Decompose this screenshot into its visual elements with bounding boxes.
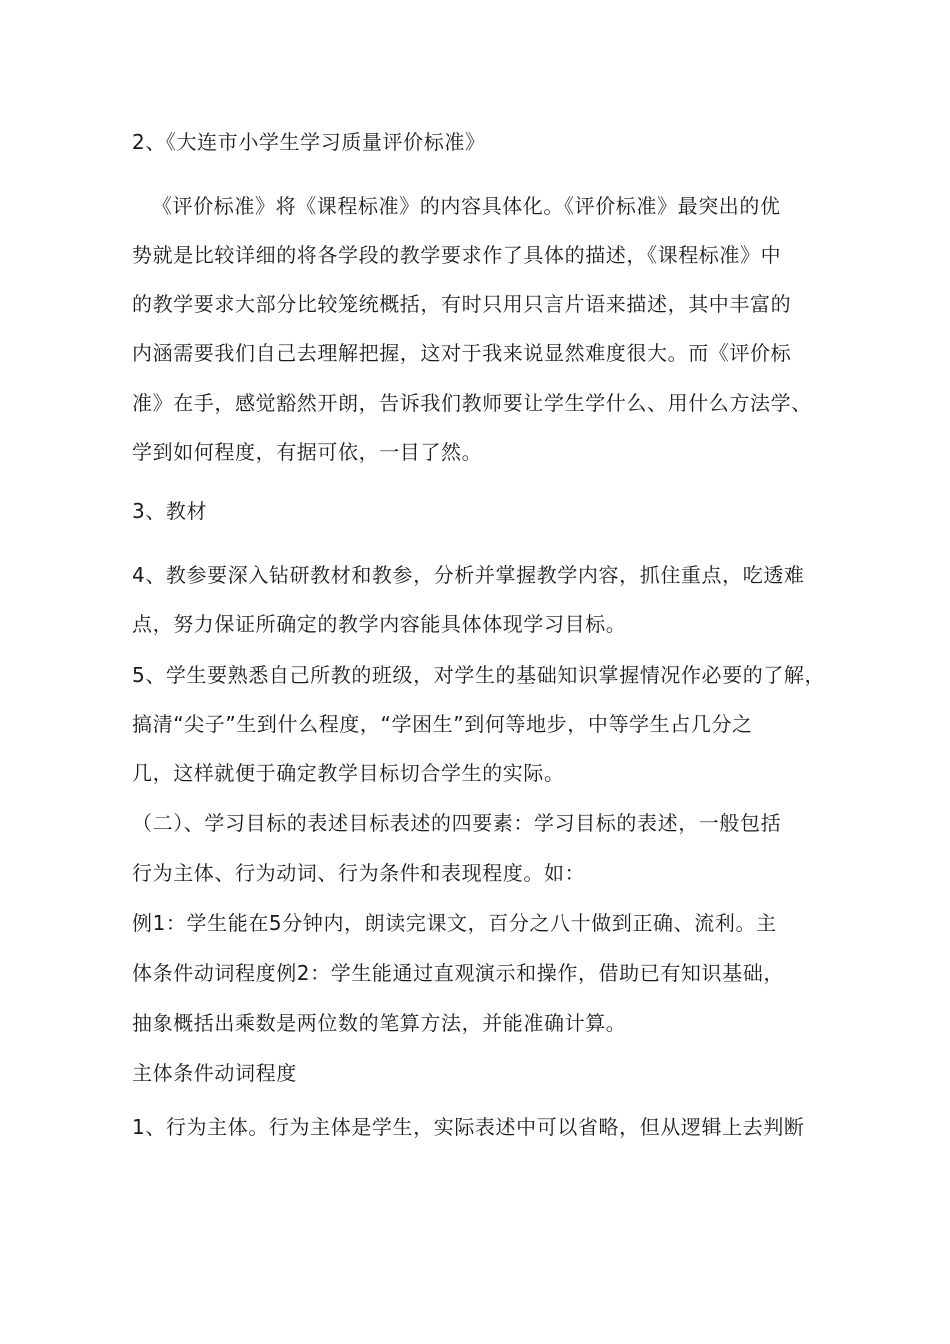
section-heading: 2、《大连市小学生学习质量评价标准》 xyxy=(132,130,486,154)
paragraph-line: 5、学生要熟悉自己所教的班级，对学生的基础知识掌握情况作必要的了解， xyxy=(132,663,826,687)
paragraph-line: 主体条件动词程度 xyxy=(132,1061,297,1085)
paragraph-line: 例1：学生能在5分钟内，朗读完课文，百分之八十做到正确、流利。主 xyxy=(132,911,777,935)
section-heading: 3、教材 xyxy=(132,499,208,523)
paragraph-line: （二）、学习目标的表述目标表述的四要素：学习目标的表述，一般包括 xyxy=(132,811,782,835)
paragraph-line: 的教学要求大部分比较笼统概括，有时只用只言片语来描述，其中丰富的 xyxy=(132,292,792,316)
paragraph-line: 准》在手，感觉豁然开朗，告诉我们教师要让学生学什么、用什么方法学、 xyxy=(132,391,812,415)
paragraph-line: 体条件动词程度例2：学生能通过直观演示和操作，借助已有知识基础， xyxy=(132,961,784,985)
paragraph-line: 行为主体、行为动词、行为条件和表现程度。如： xyxy=(132,861,586,885)
paragraph-line: 内涵需要我们自己去理解把握，这对于我来说显然难度很大。而《评价标 xyxy=(132,341,792,365)
paragraph-line: 抽象概括出乘数是两位数的笔算方法，并能准确计算。 xyxy=(132,1011,627,1035)
paragraph-line: 4、教参要深入钻研教材和教参，分析并掌握教学内容，抓住重点，吃透难 xyxy=(132,563,805,587)
paragraph-line: 点，努力保证所确定的教学内容能具体体现学习目标。 xyxy=(132,612,627,636)
paragraph-line: 《评价标准》将《课程标准》的内容具体化。《评价标准》最突出的优 xyxy=(152,194,781,218)
paragraph-line: 势就是比较详细的将各学段的教学要求作了具体的描述，《课程标准》中 xyxy=(132,243,782,267)
paragraph-line: 学到如何程度，有据可依，一目了然。 xyxy=(132,440,483,464)
paragraph-line: 几，这样就便于确定教学目标切合学生的实际。 xyxy=(132,761,565,785)
paragraph-line: 1、行为主体。行为主体是学生，实际表述中可以省略，但从逻辑上去判断 xyxy=(132,1115,805,1139)
paragraph-line: 搞清“尖子”生到什么程度，“学困生”到何等地步，中等学生占几分之 xyxy=(132,712,753,736)
